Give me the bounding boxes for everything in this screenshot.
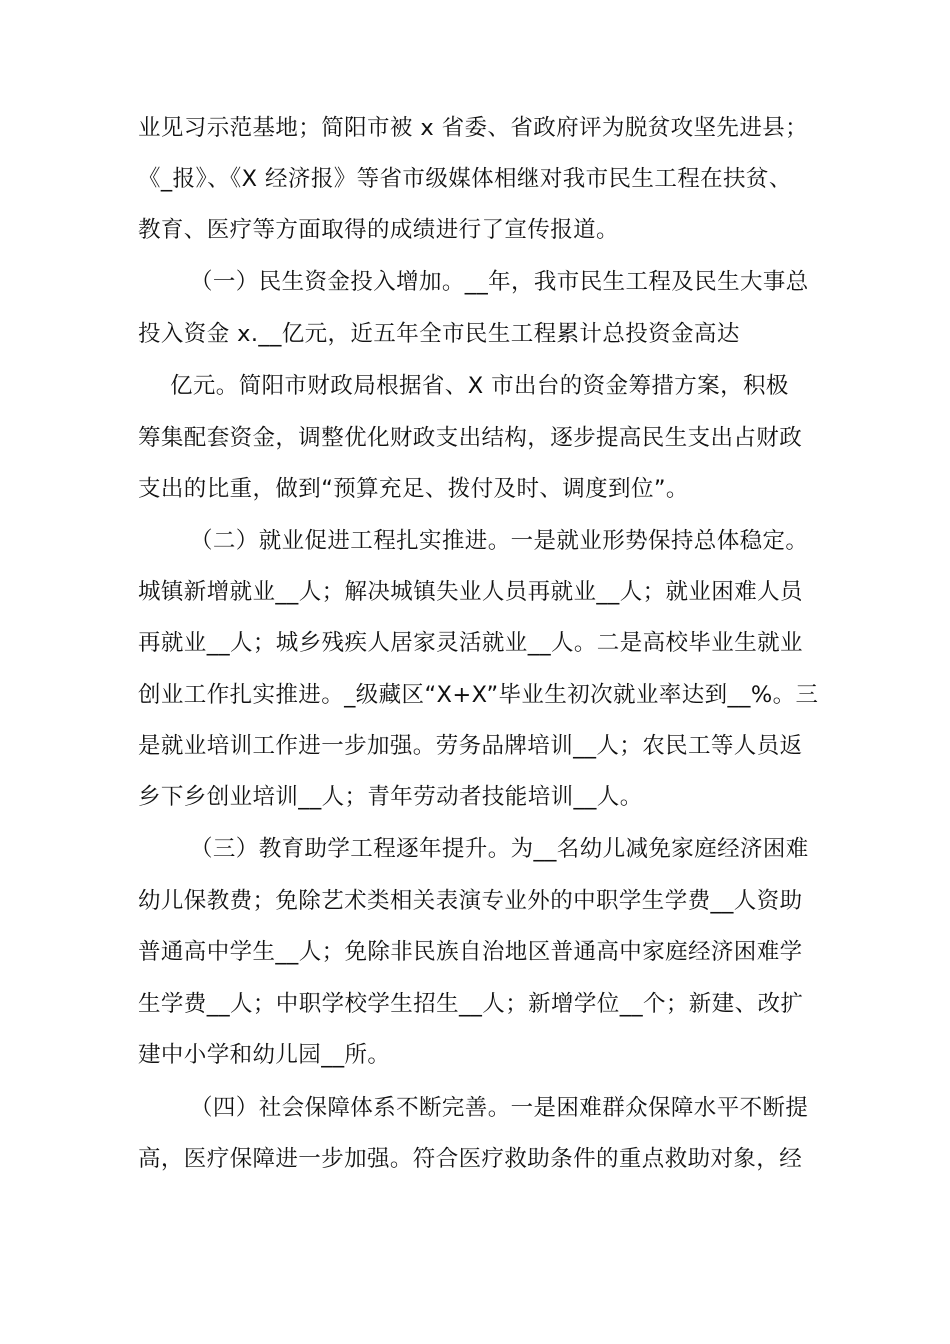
text-line: 建中小学和幼儿园__所。 (138, 1042, 391, 1068)
text-line: 城镇新增就业__人；解决城镇失业人员再就业__人；就业困难人员 (138, 579, 803, 605)
paragraph-2-heading-line: （二）就业促进工程扎实推进。一是就业形势保持总体稳定。 (190, 528, 809, 554)
text-line: 《_报》、《X 经济报》等省市级媒体相继对我市民生工程在扶贫、 (138, 166, 792, 192)
text-line: 投入资金 x.__亿元，近五年全市民生工程累计总投资金高达 (138, 321, 740, 347)
text-line: 筹集配套资金，调整优化财政支出结构，逐步提高民生支出占财政 (138, 425, 803, 451)
text-line: 高，医疗保障进一步加强。符合医疗救助条件的重点救助对象，经 (138, 1146, 803, 1172)
text-line: 再就业__人；城乡残疾人居家灵活就业__人。二是高校毕业生就业 (138, 630, 803, 656)
text-line: 普通高中学生__人；免除非民族自治地区普通高中家庭经济困难学 (138, 939, 803, 965)
text-line: 创业工作扎实推进。_级藏区“X+X”毕业生初次就业率达到__%。三 (138, 682, 819, 708)
paragraph-3-heading-line: （三）教育助学工程逐年提升。为__名幼儿减免家庭经济困难 (190, 836, 809, 862)
paragraph-4-heading-line: （四）社会保障体系不断完善。一是困难群众保障水平不断提 (190, 1095, 809, 1121)
paragraph-1-heading-line: （一）民生资金投入增加。__年，我市民生工程及民生大事总 (190, 269, 809, 295)
text-line: 是就业培训工作进一步加强。劳务品牌培训__人；农民工等人员返 (138, 733, 803, 759)
text-line: 业见习示范基地；简阳市被 x 省委、省政府评为脱贫攻坚先进县； (138, 115, 809, 141)
text-line: 亿元。简阳市财政局根据省、X 市出台的资金筹措方案，积极 (170, 373, 789, 399)
text-line: 教育、医疗等方面取得的成绩进行了宣传报道。 (138, 217, 619, 243)
text-line: 幼儿保教费；免除艺术类相关表演专业外的中职学生学费__人资助 (138, 888, 803, 914)
text-line: 支出的比重，做到“预算充足、拨付及时、调度到位”。 (138, 476, 689, 502)
text-line: 乡下乡创业培训__人；青年劳动者技能培训__人。 (138, 784, 643, 810)
text-line: 生学费__人；中职学校学生招生__人；新增学位__个；新建、改扩 (138, 991, 804, 1017)
